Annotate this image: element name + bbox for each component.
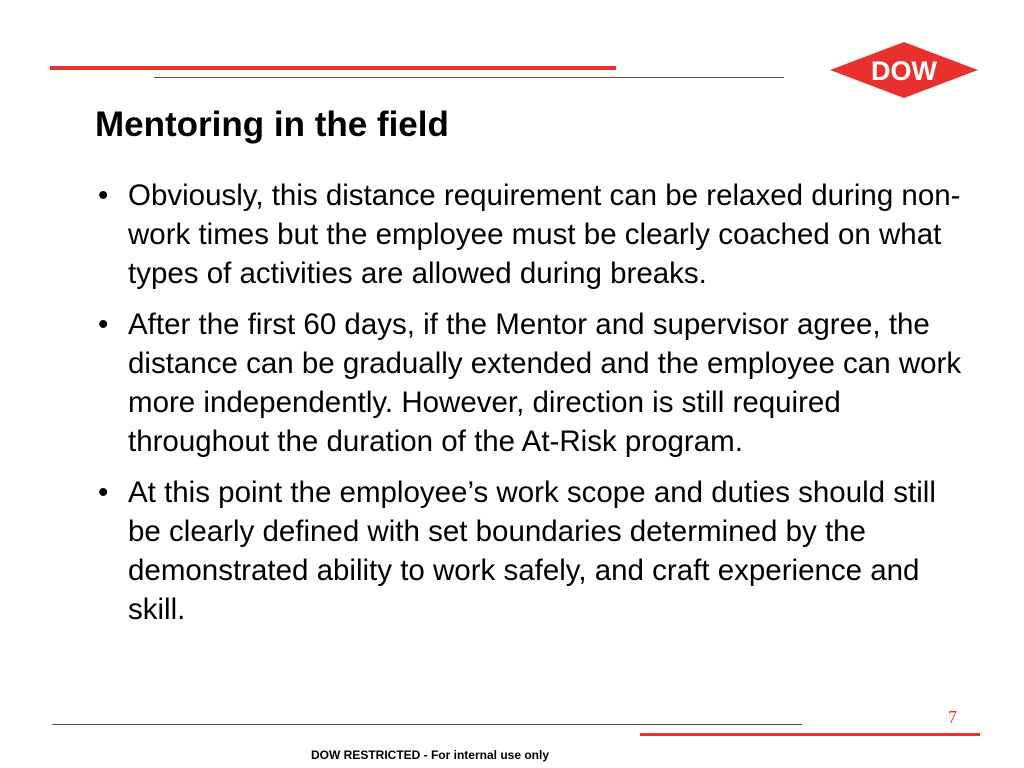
bullet-dot-icon: • <box>98 476 109 509</box>
bullet-dot-icon: • <box>98 179 109 212</box>
bullet-item <box>95 176 975 293</box>
footer-red-bar <box>640 733 980 736</box>
bullet-text: Obviously, this distance requirement can be relaxed during non-work times but the employee must be clearly coached on what types of activities are allowed during breaks. <box>128 179 961 290</box>
dow-logo <box>828 40 980 100</box>
bullet-item <box>95 473 975 629</box>
page-number: 7 <box>948 707 957 727</box>
bullet-text: At this point the employee’s work scope and duties should still be clearly defined with set boundaries determined by the demonstrated ability to work safely, and craft experience and skill. <box>128 476 936 626</box>
bullet-dot-icon: • <box>98 308 109 341</box>
bullet-item <box>95 305 975 461</box>
bullet-list <box>95 176 975 641</box>
footer-classification-text: DOW RESTRICTED - For internal use only <box>310 748 549 762</box>
slide-title: Mentoring in the field <box>95 105 449 144</box>
header-divider-line <box>154 77 784 78</box>
footer-divider-line <box>52 724 802 725</box>
header-red-bar <box>50 66 616 70</box>
bullet-text: After the first 60 days, if the Mentor and supervisor agree, the distance can be gradually extended and the employee can work more independently. However, direction is still required throughout the duration of the At-Risk program. <box>128 308 962 458</box>
dow-logo-text: DOW <box>871 56 937 86</box>
